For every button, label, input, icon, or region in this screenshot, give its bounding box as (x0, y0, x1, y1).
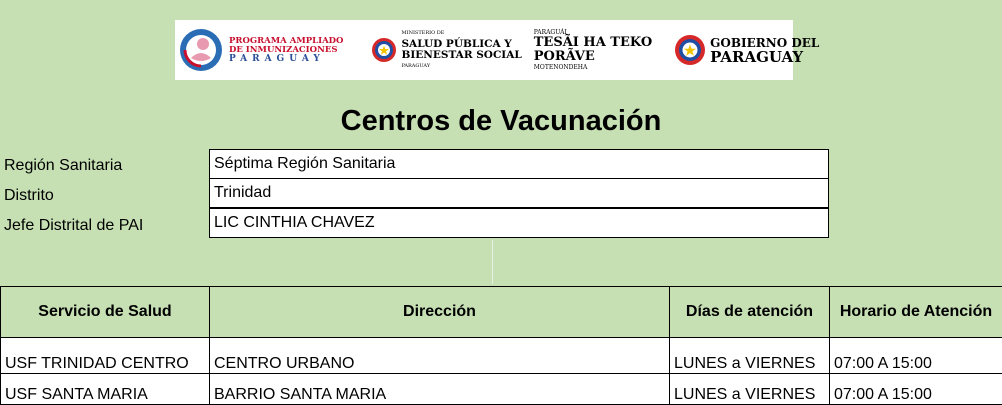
msp-line1: MINISTERIO DE (401, 28, 521, 39)
table-row (1, 374, 1002, 405)
pai-logo-icon (179, 28, 223, 72)
cell-address[interactable]: CENTRO URBANO (210, 338, 670, 374)
pai-logo (179, 28, 343, 72)
pai-line3: PARAGUAY (229, 55, 343, 64)
tesai-line3: PORÃVE (534, 50, 652, 64)
government-logo (674, 34, 819, 66)
coat-of-arms-icon (371, 37, 397, 63)
vaccination-centers-table (0, 286, 1002, 405)
tesai-line4: MOTENONDEHA (534, 64, 652, 71)
pai-head-value[interactable]: LIC CINTHIA CHAVEZ (209, 208, 829, 238)
pai-line2: DE INMUNIZACIONES (229, 46, 343, 55)
cell-divider (492, 240, 493, 284)
table-row (1, 338, 1002, 374)
msp-line4: PARAGUAY (401, 61, 521, 72)
region-value[interactable]: Séptima Región Sanitaria (209, 149, 829, 179)
ministry-logo (371, 28, 521, 72)
header-hours: Horario de Atención (830, 287, 1002, 338)
cell-address[interactable]: BARRIO SANTA MARIA (210, 374, 670, 405)
header-health-service: Servicio de Salud (1, 287, 210, 338)
header-address: Dirección (210, 287, 670, 338)
pai-head-label: Jefe Distrital de PAI (4, 217, 143, 235)
tesai-line2: TESÃI HA TEKO (534, 36, 652, 50)
msp-line3: BIENESTAR SOCIAL (401, 50, 521, 61)
tesai-logo (534, 29, 652, 71)
header-days: Días de atención (670, 287, 830, 338)
msp-line2: SALUD PÚBLICA Y (401, 39, 521, 50)
cell-service[interactable]: USF SANTA MARIA (1, 374, 210, 405)
page-title: Centros de Vacunación (0, 105, 1002, 138)
gob-line1: GOBIERNO DEL (710, 36, 819, 50)
cell-days[interactable]: LUNES a VIERNES (670, 338, 830, 374)
table-header-row (1, 287, 1002, 338)
district-label: Distrito (4, 187, 54, 205)
region-label: Región Sanitaria (4, 157, 122, 175)
government-coat-of-arms-icon (674, 34, 706, 66)
cell-hours[interactable]: 07:00 A 15:00 (830, 374, 1002, 405)
header-logos-banner (175, 20, 793, 80)
cell-hours[interactable]: 07:00 A 15:00 (830, 338, 1002, 374)
pai-line1: PROGRAMA AMPLIADO (229, 37, 343, 46)
cell-service[interactable]: USF TRINIDAD CENTRO (1, 338, 210, 374)
tesai-line1: PARAGUÁI (534, 29, 652, 36)
cell-days[interactable]: LUNES a VIERNES (670, 374, 830, 405)
gob-line2: PARAGUAY (710, 50, 819, 64)
district-value[interactable]: Trinidad (209, 178, 829, 208)
